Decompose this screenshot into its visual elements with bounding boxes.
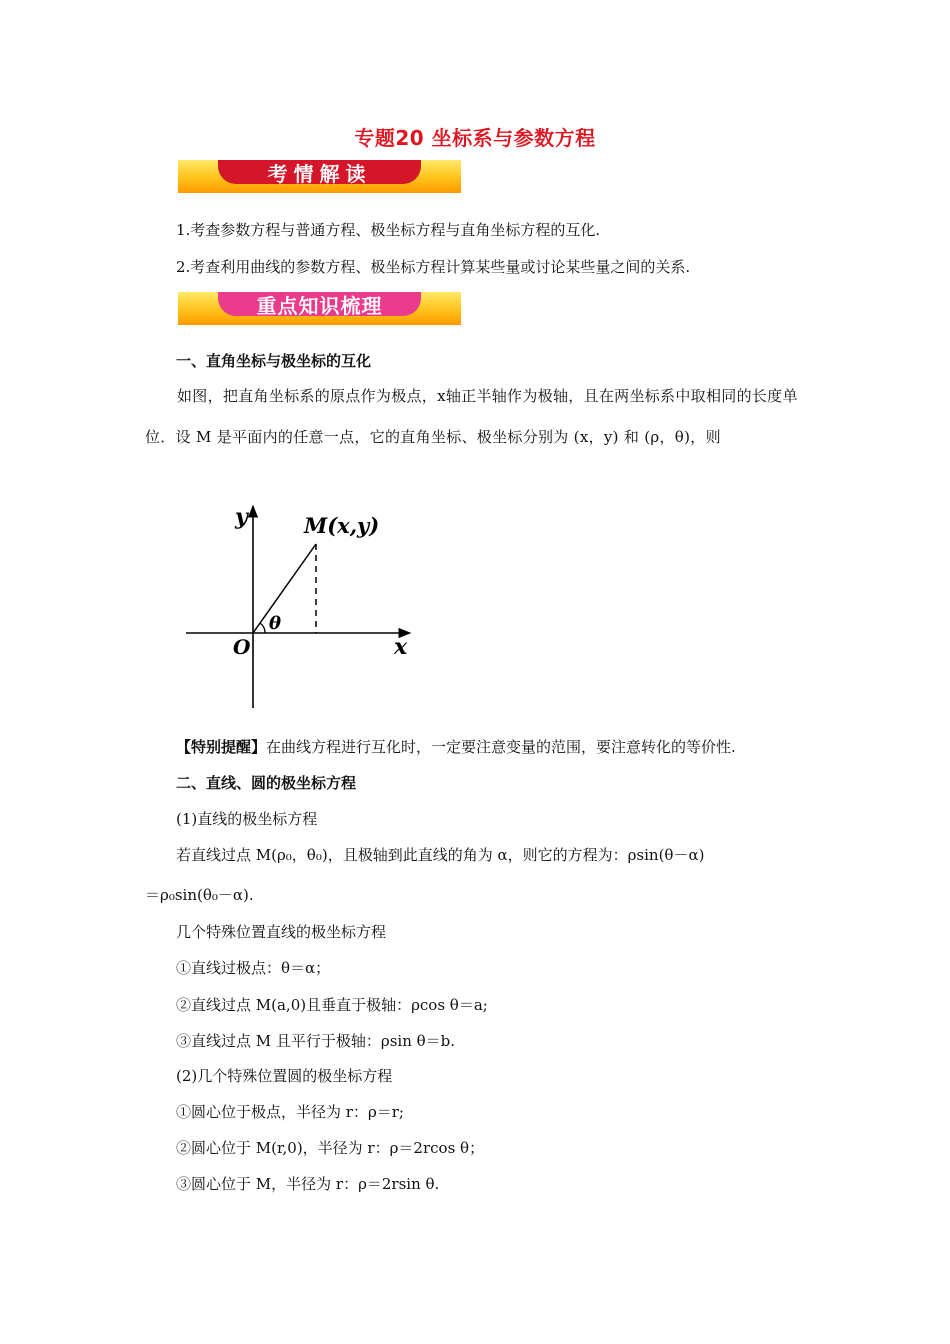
banner-label: 重点知识梳理 <box>218 292 421 316</box>
special-line-item: ③直线过点 M 且平行于极轴：ρsin θ＝b. <box>176 1032 456 1050</box>
subsection-title: (2)几个特殊位置圆的极坐标方程 <box>176 1067 393 1085</box>
line-equation-continued: ＝ρ₀sin(θ₀－α). <box>145 886 254 904</box>
reminder-text: 在曲线方程进行互化时，一定要注意变量的范围，要注意转化的等价性. <box>266 738 736 756</box>
circle-item: ②圆心位于 M(r,0)，半径为 r：ρ＝2rcos θ； <box>176 1139 485 1157</box>
intro-item-2: 2.考查利用曲线的参数方程、极坐标方程计算某些量或讨论某些量之间的关系. <box>176 258 691 276</box>
coordinate-diagram <box>180 500 420 715</box>
circle-item: ①圆心位于极点，半径为 r：ρ＝r; <box>176 1103 404 1121</box>
section-heading: 二、直线、圆的极坐标方程 <box>176 774 357 792</box>
angle-label: θ <box>269 613 282 634</box>
point-label: M(x,y) <box>304 513 380 538</box>
line-equation-text: 若直线过点 M(ρ₀，θ₀)，且极轴到此直线的角为 α，则它的方程为：ρsin(θ－α) <box>176 846 705 864</box>
special-lines-title: 几个特殊位置直线的极坐标方程 <box>176 923 387 941</box>
exam-analysis-banner <box>178 160 461 193</box>
circle-item: ③圆心位于 M，半径为 r：ρ＝2rsin θ. <box>176 1175 440 1193</box>
angle-arc <box>260 623 265 633</box>
banner-label: 考情解读 <box>218 160 421 184</box>
key-points-banner <box>178 292 461 325</box>
intro-item-1: 1.考查参数方程与普通方程、极坐标方程与直角坐标方程的互化. <box>176 221 601 239</box>
page-title: 专题20 坐标系与参数方程 <box>354 126 596 150</box>
subsection-title: (1)直线的极坐标方程 <box>176 810 318 828</box>
y-axis-label: y <box>235 504 248 530</box>
x-axis-label: x <box>394 634 408 660</box>
section-paragraph: 如图，把直角坐标系的原点作为极点，x轴正半轴作为极轴，且在两坐标系中取相同的长度单位．设 M 是平面内的任意一点，它的直角坐标、极坐标分别为 (x，y) 和 (ρ，θ)，则 <box>145 387 798 446</box>
radius-segment <box>253 544 316 633</box>
special-reminder <box>176 736 736 758</box>
reminder-tag: 【特别提醒】 <box>176 738 267 756</box>
origin-label: O <box>233 635 251 659</box>
special-line-item: ②直线过点 M(a,0)且垂直于极轴：ρcos θ＝a; <box>176 996 488 1014</box>
special-line-item: ①直线过极点：θ＝α； <box>176 959 331 977</box>
section-heading: 一、直角坐标与极坐标的互化 <box>176 352 372 370</box>
